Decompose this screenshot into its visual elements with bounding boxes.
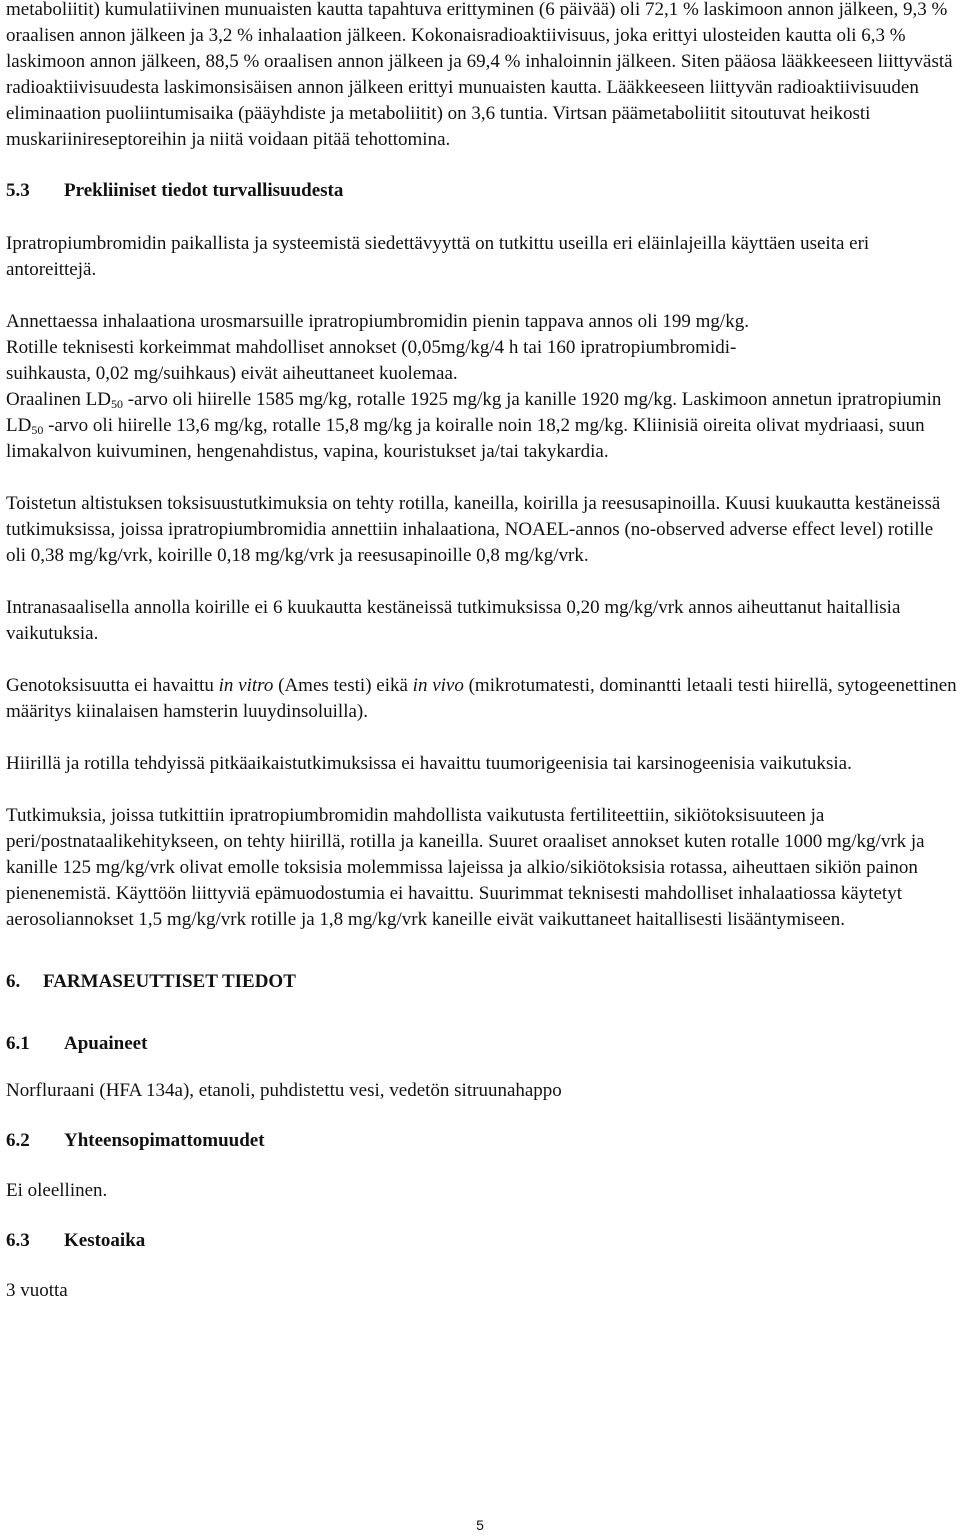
- section-number: 6.: [6, 971, 21, 992]
- text-ld50: [6, 387, 958, 465]
- text-line: Annettaessa inhalaationa urosmarsuille ipratropiumbromidin pienin tappava annos oli 199 mg/kg.: [6, 311, 749, 332]
- italic-text: in vivo: [412, 675, 464, 696]
- section-number: 5.3: [6, 180, 30, 201]
- section-title: Kestoaika: [64, 1230, 146, 1251]
- section-number: 6.3: [6, 1230, 30, 1251]
- paragraph-shelf-life: 3 vuotta: [6, 1280, 68, 1301]
- section-heading-6-3: [6, 1228, 958, 1254]
- paragraph-intranasal: Intranasaalisella annolla koirille ei 6 kuukautta kestäneissä tutkimuksissa 0,20 mg/kg/vrk annos aiheuttanut haitallisia vaikutuksia.: [6, 597, 901, 644]
- subscript: 50: [31, 423, 44, 437]
- section-title: Prekliiniset tiedot turvallisuudesta: [64, 180, 344, 201]
- text-line: suihkausta, 0,02 mg/suihkaus) eivät aiheuttaneet kuolemaa.: [6, 363, 458, 384]
- section-number: 6.1: [6, 1033, 30, 1054]
- section-heading-6-2: [6, 1128, 958, 1154]
- text-run: Oraalinen LD: [6, 389, 111, 410]
- document-page: [6, 0, 958, 1304]
- page-number: 5: [476, 1517, 484, 1533]
- paragraph-carcinogenicity: Hiirillä ja rotilla tehdyissä pitkäaikaistutkimuksissa ei havaittu tuumorigeenisia tai karsinogeenisia vaikutuksia.: [6, 753, 852, 774]
- paragraph-genotoxicity: [6, 673, 958, 725]
- section-title: FARMASEUTTISET TIEDOT: [43, 971, 296, 992]
- paragraph-acute-toxicity: [6, 309, 958, 465]
- section-title: Yhteensopimattomuudet: [64, 1130, 265, 1151]
- text-run: -arvo oli hiirelle 1585 mg/kg, rotalle 1925 mg/kg ja kanille 1920 mg/kg. Laskimoon annetun ipratropiumin LD: [6, 389, 942, 436]
- subscript: 50: [110, 397, 123, 411]
- text-run: -arvo oli hiirelle 13,6 mg/kg, rotalle 15,8 mg/kg ja koiralle noin 18,2 mg/kg. Kliinisiä oireita olivat mydriaasi, suun limakalvon kuivuminen, hengenahdistus, vapina, kouristukset ja/tai takykardia.: [6, 415, 925, 462]
- text-run: (mikrotumatesti, dominantti letaali testi hiirellä, sytogeenettinen määritys kiinalaisen hamsterin luuydinsoluilla).: [6, 675, 957, 722]
- paragraph-excretion: metaboliitit) kumulatiivinen munuaisten kautta tapahtuva erittyminen (6 päivää) oli 72,1 % laskimoon annon jälkeen, 9,3 % oraalisen annon jälkeen ja 3,2 % inhalaation jälkeen. Kokonaisradioaktiivisuus, joka erittyi ulosteiden kautta oli 6,3 % laskimoon annon jälkeen, 88,5 % oraalisen annon jälkeen ja 69,4 % inhaloinnin jälkeen. Siten pääosa lääkkeeseen liittyvästä radioaktiivisuudesta laskimonsisäisen annon jälkeen erittyi munuaisten kautta. Lääkkeeseen liittyvän radioaktiivisuuden eliminaation puoliintumisaika (pääyhdiste ja metaboliitit) on 3,6 tuntia. Virtsan päämetaboliitit sitoutuvat heikosti muskariinireseptoreihin ja niitä voidaan pitää tehottomina.: [6, 0, 953, 150]
- section-heading-6: [6, 969, 958, 995]
- paragraph-reproduction: Tutkimuksia, joissa tutkittiin ipratropiumbromidin mahdollista vaikutusta fertiliteettiin, sikiötoksisuuteen ja peri/postnataalikehitykseen, on tehty hiirillä, rotilla ja kaneilla. Suuret oraaliset annokset kuten rotalle 1000 mg/kg/vrk ja kanille 125 mg/kg/vrk olivat emolle toksisia molemmissa lajeissa ja alkio/sikiötoksisia rotassa, aiheuttaen sikiön painon pienenemistä. Käyttöön liittyviä epämuodostumia ei havaittu. Suurimmat teknisesti mahdolliset inhalaatiossa käytetyt aerosoliannokset 1,5 mg/kg/vrk rotille ja 1,8 mg/kg/vrk kaneille eivät vaikuttaneet haitallisesti lisääntymiseen.: [6, 805, 925, 930]
- paragraph-repeat-dose: Toistetun altistuksen toksisuustutkimuksia on tehty rotilla, kaneilla, koirilla ja reesusapinoilla. Kuusi kuukautta kestäneissä tutkimuksissa, joissa ipratropiumbromidia annettiin inhalaationa, NOAEL-annos (no-observed adverse effect level) rotille oli 0,38 mg/kg/vrk, koirille 0,18 mg/kg/vrk ja reesusapinoille 0,8 mg/kg/vrk.: [6, 493, 941, 566]
- text-run: Genotoksisuutta ei havaittu: [6, 675, 219, 696]
- text-run: (Ames testi) eikä: [273, 675, 413, 696]
- section-title: Apuaineet: [64, 1033, 148, 1054]
- section-heading-5-3: [6, 178, 958, 204]
- paragraph-tolerability: Ipratropiumbromidin paikallista ja systeemistä siedettävyyttä on tutkittu useilla eri eläinlajeilla käyttäen useita eri antoreittejä.: [6, 233, 870, 280]
- paragraph-excipients: Norfluraani (HFA 134a), etanoli, puhdistettu vesi, vedetön sitruunahappo: [6, 1080, 562, 1101]
- paragraph-incompatibilities: Ei oleellinen.: [6, 1180, 108, 1201]
- section-heading-6-1: [6, 1031, 958, 1057]
- section-number: 6.2: [6, 1130, 30, 1151]
- text-line: Rotille teknisesti korkeimmat mahdolliset annokset (0,05mg/kg/4 h tai 160 ipratropiumbromidi-: [6, 337, 737, 358]
- italic-text: in vitro: [218, 675, 274, 696]
